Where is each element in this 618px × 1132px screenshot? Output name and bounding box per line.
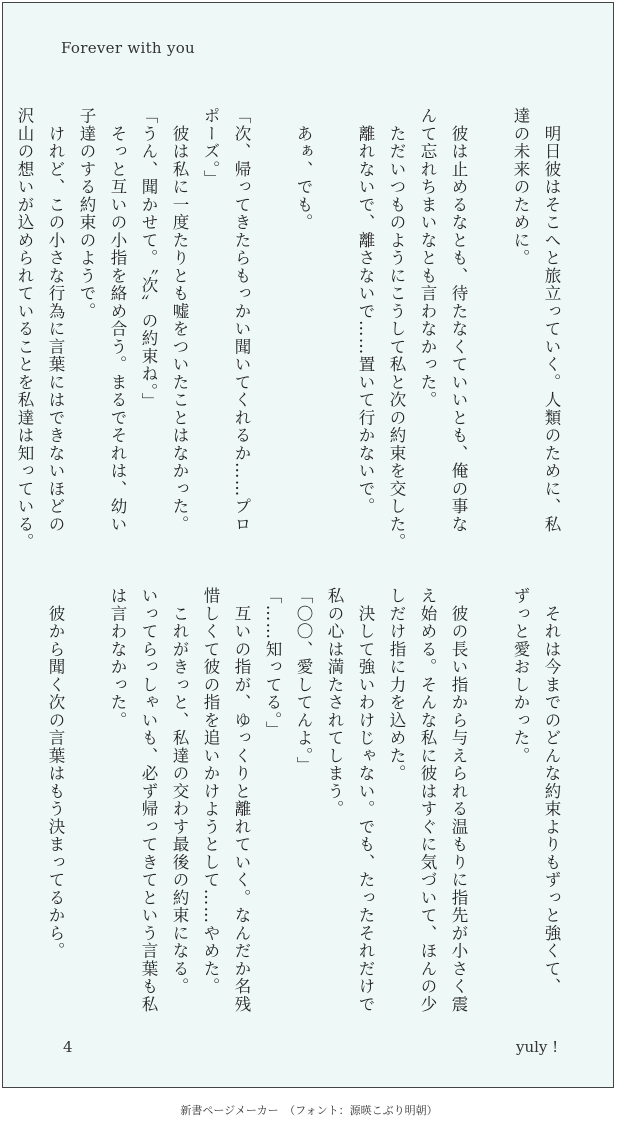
footer-credit: 新書ページメーカー （フォント：源暎こぶり明朝） bbox=[180, 1104, 438, 1117]
upper-text-line: 沢山の想いが込められていることを私達は知っている。 bbox=[15, 107, 34, 551]
upper-text-line bbox=[257, 107, 288, 527]
lower-text-line: え始める。そんな私に彼はすぐに気づいて、ほんの少 bbox=[418, 587, 437, 1013]
upper-text-line: ポーズ。」 bbox=[201, 107, 220, 188]
upper-text-line: けれど、この小さな行為に言葉にはできないほどの bbox=[46, 107, 65, 533]
upper-text-line: そっと互いの小指を絡め合う。まるでそれは、幼い bbox=[108, 107, 127, 533]
upper-text-line: あぁ、でも。 bbox=[294, 107, 313, 232]
lower-text-line: 互いの指が、ゆっくりと離れていく。なんだか名残 bbox=[232, 587, 251, 1013]
upper-text-line: 離れないで、離さないで……置いて行かないで。 bbox=[356, 107, 375, 516]
upper-text-line: ただいつものようにこうして私と次の約束を交した。 bbox=[387, 107, 406, 551]
lower-text-line: 「〇〇、愛してんよ。」 bbox=[294, 587, 313, 774]
lower-text-line: は言わなかった。 bbox=[108, 587, 127, 729]
upper-text-line: 「次、帰ってきたらもっかい聞いてくれるか……プロ bbox=[232, 107, 251, 533]
upper-text-line: んて忘れちまいなとも言わなかった。 bbox=[418, 107, 437, 409]
upper-text-line: 達の未来のために。 bbox=[511, 107, 530, 267]
lower-text-line: 私の心は満たされてしまう。 bbox=[325, 587, 344, 818]
lower-text-line: これがきっと、私達の交わす最後の約束になる。 bbox=[170, 587, 189, 996]
lower-text-line: 彼の長い指から与えられる温もりに指先が小さく震 bbox=[449, 587, 468, 1013]
lower-text-line: 彼から聞く次の言葉はもう決まってるから。 bbox=[46, 587, 65, 960]
upper-text-line: 「うん、聞かせて。〝次〟の約束ね。」 bbox=[139, 107, 158, 410]
lower-text-line bbox=[71, 587, 102, 1007]
upper-text-line: 彼は止めるなとも、待たなくていいとも、俺の事な bbox=[449, 107, 468, 533]
upper-text-line: 彼は私に一度たりとも嘘をついたことはなかった。 bbox=[170, 107, 189, 533]
upper-text-line: 子達のする約束のようで。 bbox=[77, 107, 96, 320]
author-name: yuly ! bbox=[516, 1038, 559, 1056]
lower-text-line: 決して強いわけじゃない。でも、たったそれだけで bbox=[356, 587, 375, 1013]
lower-text-block bbox=[40, 587, 567, 1013]
lower-text-line: それは今までのどんな約束よりもずっと強くて、 bbox=[542, 587, 561, 996]
lower-text-line: いってらっしゃいも、必ず帰ってきてという言葉も私 bbox=[139, 587, 158, 1013]
upper-text-line bbox=[319, 107, 350, 527]
lower-text-line: 「……知ってる。」 bbox=[263, 587, 282, 739]
lower-text-line bbox=[474, 587, 505, 1007]
lower-text-line: しだけ指に力を込めた。 bbox=[387, 587, 406, 783]
running-title: Forever with you bbox=[61, 39, 196, 57]
lower-text-line: 惜しくて彼の指を追いかけようとして……やめた。 bbox=[201, 587, 220, 996]
upper-text-block bbox=[9, 107, 567, 551]
page-number: 4 bbox=[63, 1038, 73, 1056]
book-page bbox=[2, 2, 614, 1088]
upper-text-line bbox=[474, 107, 505, 527]
upper-text-line: 明日彼はそこへと旅立っていく。人類のために、私 bbox=[542, 107, 561, 533]
lower-text-line: ずっと愛おしかった。 bbox=[511, 587, 530, 765]
